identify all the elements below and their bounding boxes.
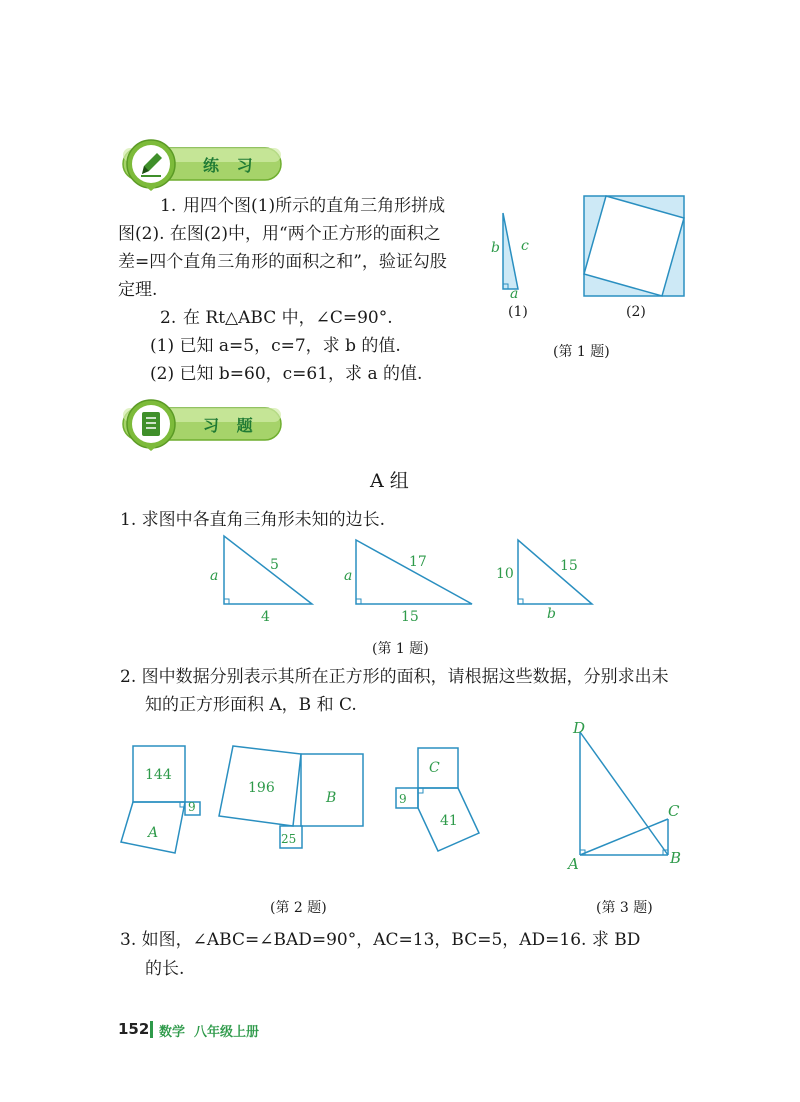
practice-q1-line2: 图(2). 在图(2)中，用“两个正方形的面积之 bbox=[118, 224, 441, 244]
practice-fig2-caption: (2) bbox=[626, 304, 646, 320]
practice-q2-part1: (1) 已知 a=5，c=7，求 b 的值. bbox=[150, 336, 401, 356]
tri3-hyp-label: 15 bbox=[560, 558, 578, 574]
tri3-bottom-label: b bbox=[547, 606, 556, 622]
tri1-left-label: a bbox=[210, 568, 219, 584]
practice-fig1-label-a: a bbox=[510, 286, 519, 302]
practice-fig2-squares bbox=[578, 190, 690, 302]
notebook-icon bbox=[142, 412, 160, 436]
exercise-q2-squares bbox=[115, 740, 495, 860]
sq3-right-label: 41 bbox=[440, 813, 458, 829]
footer-divider bbox=[150, 1021, 153, 1038]
practice-q2-line: 在 Rt△ABC 中，∠C=90°. bbox=[183, 308, 393, 328]
exercise-q1-triangle3 bbox=[500, 530, 610, 610]
sq1-small-label: 9 bbox=[188, 800, 196, 814]
practice-fig1-label-b: b bbox=[491, 240, 500, 256]
exercises-banner-label: 习 题 bbox=[203, 416, 259, 435]
sq3-top-label: C bbox=[429, 760, 440, 776]
exercise-q3-caption: (第 3 题) bbox=[596, 900, 653, 916]
q3-label-B: B bbox=[670, 849, 682, 867]
exercise-q3-figure bbox=[560, 722, 690, 867]
practice-banner bbox=[115, 138, 285, 192]
tri3-left-label: 10 bbox=[496, 566, 514, 582]
practice-banner-label: 练 习 bbox=[203, 156, 259, 175]
practice-q2-part2: (2) 已知 b=60，c=61，求 a 的值. bbox=[150, 364, 423, 384]
tri1-hyp-label: 5 bbox=[270, 557, 279, 573]
practice-q1-line4: 定理. bbox=[118, 280, 158, 300]
sq2-unknown-label: B bbox=[326, 790, 337, 806]
exercise-q3-line1: 3. 如图，∠ABC=∠BAD=90°，AC=13，BC=5，AD=16. 求 BD bbox=[120, 930, 641, 950]
practice-q1-line1: 用四个图(1)所示的直角三角形拼成 bbox=[183, 196, 446, 216]
q3-label-C: C bbox=[668, 802, 680, 820]
practice-q2-num: 2. bbox=[160, 308, 177, 328]
practice-figure-caption: (第 1 题) bbox=[553, 344, 610, 360]
chevron-down-icon bbox=[145, 446, 157, 451]
sq3-small-label: 9 bbox=[399, 792, 407, 806]
page-number: 152 bbox=[118, 1020, 150, 1038]
practice-fig1-caption: (1) bbox=[508, 304, 528, 320]
exercise-q2-caption: (第 2 题) bbox=[270, 900, 327, 916]
sq1-unknown-label: A bbox=[148, 825, 159, 841]
book-title: 数学 八年级上册 bbox=[159, 1025, 260, 1040]
exercise-q1-caption: (第 1 题) bbox=[372, 641, 429, 657]
exercises-banner bbox=[115, 398, 285, 452]
practice-q1-num: 1. bbox=[160, 196, 177, 216]
chevron-down-icon bbox=[145, 186, 157, 191]
group-title: A 组 bbox=[370, 470, 409, 492]
tri2-bottom-label: 15 bbox=[401, 609, 419, 625]
practice-q1-line3: 差=四个直角三角形的面积之和”，验证勾股 bbox=[118, 252, 447, 272]
sq2-left-label: 196 bbox=[248, 780, 275, 796]
exercise-q3-line2: 的长. bbox=[145, 959, 185, 979]
sq1-top-label: 144 bbox=[145, 767, 172, 783]
practice-fig1-label-c: c bbox=[521, 238, 529, 254]
exercise-q2-line1: 2. 图中数据分别表示其所在正方形的面积，请根据这些数据，分别求出未 bbox=[120, 667, 669, 687]
tri2-hyp-label: 17 bbox=[409, 554, 427, 570]
q3-label-A: A bbox=[568, 855, 579, 873]
exercise-q2-line2: 知的正方形面积 A，B 和 C. bbox=[145, 695, 357, 715]
tri1-bottom-label: 4 bbox=[261, 609, 270, 625]
exercise-q1: 1. 求图中各直角三角形未知的边长. bbox=[120, 510, 386, 530]
sq2-small-label: 25 bbox=[281, 832, 297, 846]
tri2-left-label: a bbox=[344, 568, 353, 584]
q3-label-D: D bbox=[573, 719, 586, 737]
